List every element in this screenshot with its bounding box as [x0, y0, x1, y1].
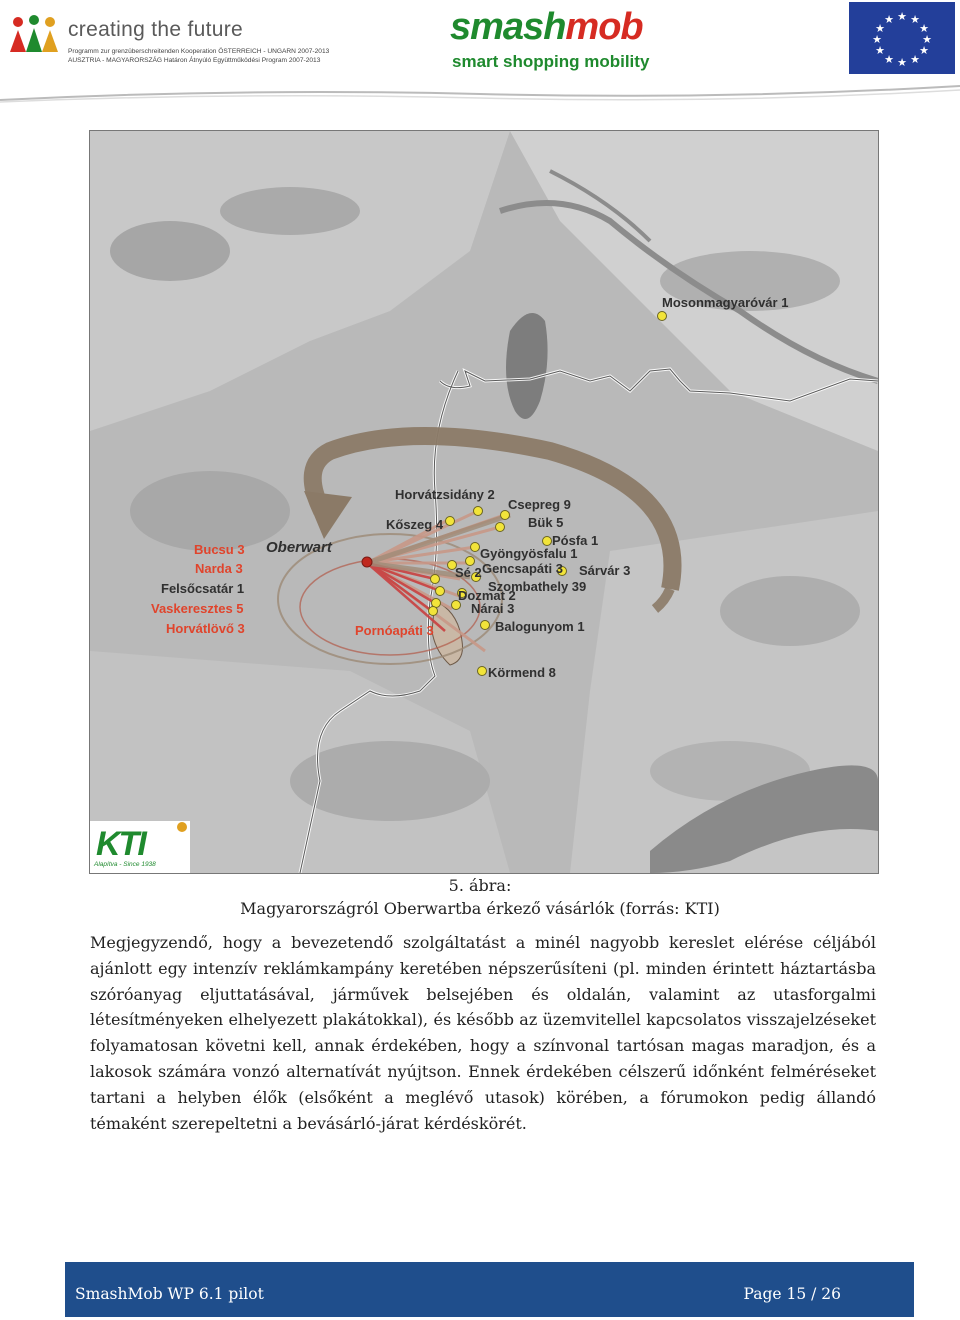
smashmob-logo [440, 6, 670, 76]
label-mosonmagyarovar: Mosonmagyaróvár 1 [662, 295, 789, 310]
figure-number: 5. ábra: [448, 876, 512, 895]
svg-text:★: ★ [872, 33, 882, 46]
svg-text:★: ★ [897, 10, 907, 23]
label-horvatlovo: Horvátlövő 3 [166, 621, 245, 636]
svg-text:★: ★ [897, 56, 907, 69]
label-dozmat: Dozmat 2 [458, 588, 516, 603]
label-gencsapati: Gencsapáti 3 [482, 561, 563, 576]
map-canvas [90, 131, 878, 873]
smashmob-word-smash: smash [450, 6, 566, 48]
kti-since: Alapítva - Since 1938 [94, 861, 156, 868]
svg-text:★: ★ [884, 13, 894, 26]
shopper-flow-map [89, 130, 879, 874]
cf-title: creating the future [68, 18, 243, 41]
label-se: Sé 2 [455, 565, 482, 580]
label-vaskeresztes: Vaskeresztes 5 [151, 601, 244, 616]
svg-text:★: ★ [919, 22, 929, 35]
label-csepreg: Csepreg 9 [508, 497, 571, 512]
label-horvatzsidany: Horvátzsidány 2 [395, 487, 495, 502]
kti-logo [90, 821, 190, 873]
svg-text:★: ★ [910, 53, 920, 66]
svg-text:★: ★ [919, 44, 929, 57]
oberwart-marker [362, 557, 372, 567]
footer-page-number: Page 15 / 26 [743, 1285, 841, 1303]
cf-program-line-1: Programm zur grenzüberschreitenden Kooperation ÖSTERREICH - UNGARN 2007-2013 [68, 48, 330, 55]
page-header [0, 0, 960, 110]
cf-program-line-2: AUSZTRIA - MAGYARORSZÁG Határon Átnyúló Együttműködési Program 2007-2013 [68, 57, 321, 64]
header-divider-wave [0, 82, 960, 106]
svg-text:★: ★ [910, 13, 920, 26]
svg-text:★: ★ [875, 44, 885, 57]
page-footer [65, 1262, 914, 1317]
kti-dot-icon [176, 821, 188, 833]
label-pornoapati: Pornóapáti 3 [355, 623, 434, 638]
label-kormend: Körmend 8 [488, 665, 556, 680]
svg-text:★: ★ [922, 33, 932, 46]
footer-document-id: SmashMob WP 6.1 pilot [75, 1285, 264, 1303]
label-koszeg: Kőszeg 4 [386, 517, 444, 532]
label-felsocsatar: Felsőcsatár 1 [161, 581, 245, 596]
creating-the-future-logo [8, 10, 328, 70]
label-gyongyosfalu: Gyöngyösfalu 1 [480, 546, 578, 561]
kti-wordmark: KTI [96, 825, 145, 863]
label-szombathely: Szombathely 39 [488, 579, 587, 594]
figure-caption: Magyarországról Oberwartba érkező vásárlók (forrás: KTI) [240, 899, 720, 918]
smashmob-word-mob: mob [565, 6, 643, 48]
svg-text:★: ★ [875, 22, 885, 35]
people-figures-icon [8, 14, 60, 58]
body-paragraph: Megjegyzendő, hogy a bevezetendő szolgáltatást a minél nagyobb kereslet elérése céljából ajánlott egy intenzív reklámkampány keretében népszerűsíteni (pl. minden érintett háztartásba szóróanyag eljuttatásával, járművek belsejében és oldalán, valamint az utasforgalmi létesítményeken elhelyezett plakátokkal), és később az üzemvitellel kapcsolatos visszajelzéseket folyamatosan követni kell, annak érdekében, hogy a színvonal tartósan magas maradjon, és a lakosok számára vonzó alternatívát nyújtson. Ennek érdekében célszerű időnként felméréseket tartani a helyben élők (elsőként a meglévő utasok) körében, a fórumokon pedig állandó témaként szerepeltetni a bevásárló-járat kérdéskörét. [90, 933, 876, 1133]
label-balogunyom: Balogunyom 1 [495, 619, 585, 634]
label-oberwart: Oberwart [266, 539, 332, 556]
label-posfa: Pósfa 1 [552, 533, 599, 548]
label-narai: Nárai 3 [471, 601, 515, 616]
svg-text:★: ★ [884, 53, 894, 66]
eu-flag-icon [849, 2, 955, 74]
label-buk: Bük 5 [528, 515, 564, 530]
label-narda: Narda 3 [195, 561, 243, 576]
smashmob-wordmark [450, 6, 643, 49]
label-sarvar: Sárvár 3 [579, 563, 631, 578]
label-bucsu: Bucsu 3 [194, 542, 245, 557]
smashmob-tagline: smart shopping mobility [452, 52, 650, 71]
